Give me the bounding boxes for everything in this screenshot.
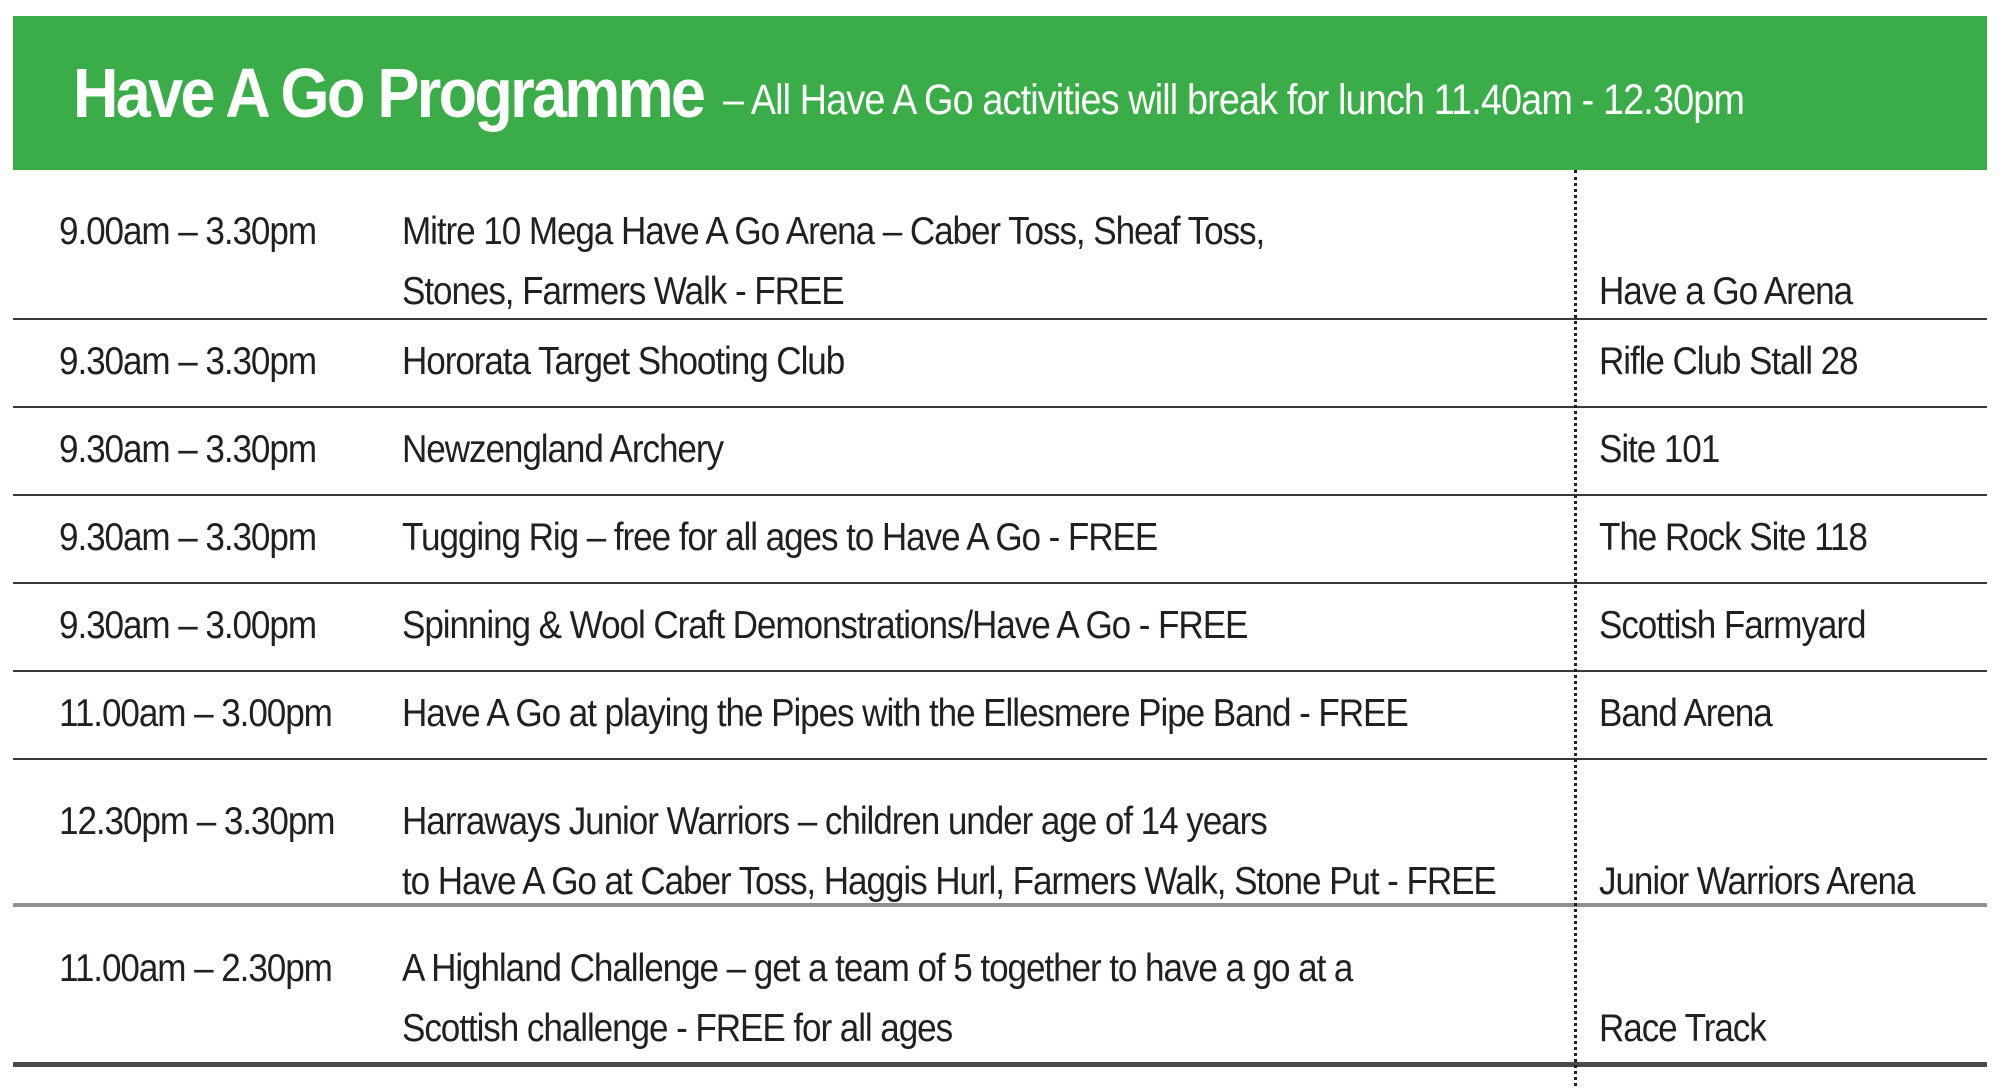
programme-page bbox=[13, 16, 1987, 1086]
row-location: Race Track bbox=[1599, 1007, 1766, 1050]
row-location: Scottish Farmyard bbox=[1599, 604, 1866, 647]
row-activity bbox=[402, 202, 1264, 322]
lunch-break-note: – All Have A Go activities will break for lunch 11.40am - 12.30pm bbox=[723, 75, 1745, 124]
programme-title: Have A Go Programme bbox=[73, 54, 704, 132]
row-activity: Tugging Rig – free for all ages to Have A Go - FREE bbox=[402, 516, 1158, 559]
row-time: 9.30am – 3.30pm bbox=[59, 428, 316, 471]
schedule-row bbox=[13, 907, 1987, 1067]
row-activity: Newzengland Archery bbox=[402, 428, 723, 471]
row-location: Have a Go Arena bbox=[1599, 270, 1853, 313]
row-activity: Spinning & Wool Craft Demonstrations/Have A Go - FREE bbox=[402, 604, 1248, 647]
row-location: The Rock Site 118 bbox=[1599, 516, 1867, 559]
schedule-table bbox=[13, 170, 1987, 1067]
row-activity: Have A Go at playing the Pipes with the Ellesmere Pipe Band - FREE bbox=[402, 692, 1408, 735]
row-location: Rifle Club Stall 28 bbox=[1599, 340, 1858, 383]
row-time: 9.30am – 3.30pm bbox=[59, 340, 316, 383]
row-time: 9.30am – 3.00pm bbox=[59, 604, 316, 647]
schedule-row bbox=[13, 496, 1987, 584]
row-activity-line: to Have A Go at Caber Toss, Haggis Hurl, Farmers Walk, Stone Put - FREE bbox=[402, 860, 1496, 903]
row-location: Band Arena bbox=[1599, 692, 1772, 735]
location-column-divider bbox=[1574, 170, 1577, 1086]
row-activity-line: Stones, Farmers Walk - FREE bbox=[402, 270, 844, 313]
row-activity bbox=[402, 939, 1352, 1059]
row-location: Site 101 bbox=[1599, 428, 1720, 471]
schedule-row bbox=[13, 408, 1987, 496]
row-time: 12.30pm – 3.30pm bbox=[59, 800, 335, 843]
schedule-row bbox=[13, 760, 1987, 907]
schedule-row bbox=[13, 672, 1987, 760]
row-time: 9.00am – 3.30pm bbox=[59, 210, 316, 253]
row-activity-line: Scottish challenge - FREE for all ages bbox=[402, 1007, 953, 1050]
schedule-row bbox=[13, 320, 1987, 408]
row-activity-line: A Highland Challenge – get a team of 5 together to have a go at a bbox=[402, 947, 1353, 990]
row-time: 11.00am – 3.00pm bbox=[59, 692, 332, 735]
row-time: 9.30am – 3.30pm bbox=[59, 516, 316, 559]
row-activity-line: Harraways Junior Warriors – children under age of 14 years bbox=[402, 800, 1267, 843]
schedule-row bbox=[13, 584, 1987, 672]
row-location: Junior Warriors Arena bbox=[1599, 860, 1915, 903]
row-activity: Hororata Target Shooting Club bbox=[402, 340, 845, 383]
programme-header-banner bbox=[13, 16, 1987, 170]
row-time: 11.00am – 2.30pm bbox=[59, 947, 332, 990]
schedule-row bbox=[13, 170, 1987, 320]
row-activity-line: Mitre 10 Mega Have A Go Arena – Caber Toss, Sheaf Toss, bbox=[402, 210, 1265, 253]
row-activity bbox=[402, 792, 1496, 912]
